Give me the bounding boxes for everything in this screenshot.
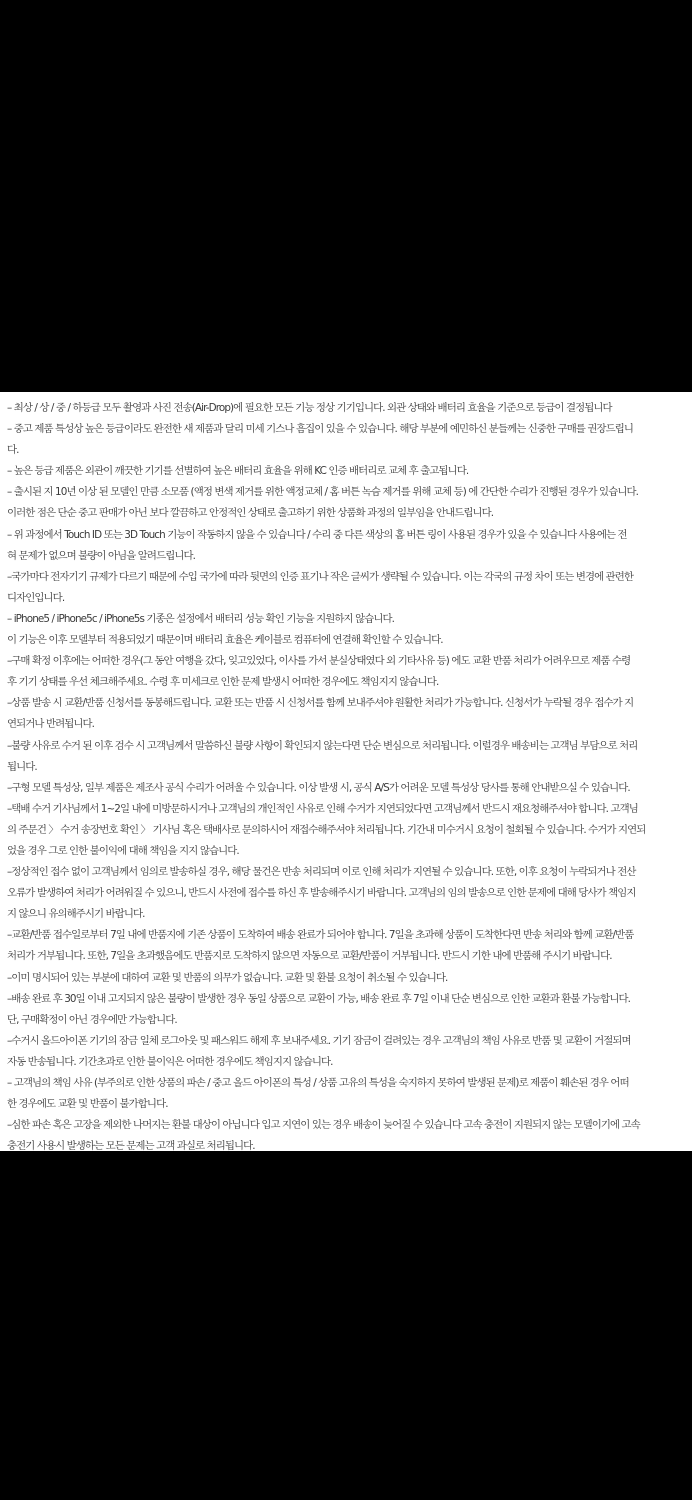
notice-line: 지 않으니 유의해주시기 바랍니다. <box>7 908 145 921</box>
notice-line: 오류가 발생하여 처리가 어려워질 수 있으니, 반드시 사전에 접수를 하신 후 발송해주시기 바랍니다. 고객님의 임의 발송으로 인한 문제에 대해 당사가 책임지 <box>7 887 636 900</box>
notice-line: 한 경우에도 교환 및 반품이 불가합니다. <box>7 1098 168 1111</box>
notice-line: 다. <box>7 444 19 457</box>
notice-line: 후 기기 상태를 우선 체크해주세요. 수령 후 미세크로 인한 문제 발생시 어떠한 경우에도 책임지지 않습니다. <box>7 676 439 689</box>
notice-line: 단, 구매확정이 아닌 경우에만 가능합니다. <box>7 1013 177 1026</box>
notice-line: –불량 사유로 수거 된 이후 검수 시 고객님께서 말씀하신 불량 사항이 확인되지 않는다면 단순 변심으로 처리됩니다. 이럴경우 배송비는 고객님 부담으로 처리 <box>7 739 638 752</box>
notice-line: – 높은 등급 제품은 외관이 깨끗한 기기를 선별하여 높은 배터리 효율을 위해 KC 인증 배터리로 교체 후 출고됩니다. <box>7 465 469 478</box>
notice-line: 충전기 사용시 발생하는 모든 문제는 고객 과실로 처리됩니다. <box>7 1140 255 1151</box>
notice-line: – iPhone5 / iPhone5c / iPhone5s 기종은 설정에서 배터리 성능 확인 기능을 지원하지 않습니다. <box>7 612 395 625</box>
notice-line: –국가마다 전자기기 규제가 다르기 때문에 수입 국가에 따라 뒷면의 인증 표기나 작은 글씨가 생략될 수 있습니다. 이는 각국의 규정 차이 또는 변경에 관련한 <box>7 570 634 583</box>
notice-line: 이 기능은 이후 모델부터 적용되었기 때문이며 배터리 효율은 케이블로 컴퓨터에 연결해 확인할 수 있습니다. <box>7 634 443 647</box>
notice-line: 디자인입니다. <box>7 591 65 604</box>
notice-line: –구형 모델 특성상, 일부 제품은 제조사 공식 수리가 어려울 수 있습니다. 이상 발생 시, 공식 A/S가 어려운 모델 특성상 당사를 통해 안내받으실 수 있습니다. <box>7 781 630 794</box>
notice-line: 연되거나 반려됩니다. <box>7 718 95 731</box>
product-notice-panel[interactable] <box>0 392 692 1151</box>
notice-line: 자동 반송됩니다. 기간초과로 인한 불이익은 어떠한 경우에도 책임지지 않습니다. <box>7 1055 333 1068</box>
notice-line: –상품 발송 시 교환/반품 신청서를 동봉해드립니다. 교환 또는 반품 시 신청서를 함께 보내주셔야 원활한 처리가 가능합니다. 신청서가 누락될 경우 접수가 지 <box>7 697 634 710</box>
notice-line: –이미 명시되어 있는 부분에 대하여 교환 및 반품의 의무가 없습니다. 교환 및 환불 요청이 취소될 수 있습니다. <box>7 971 448 984</box>
notice-line: 혀 문제가 없으며 불량이 아님을 알려드립니다. <box>7 549 196 562</box>
notice-line: –배송 완료 후 30일 이내 고지되지 않은 불량이 발생한 경우 동일 상품으로 교환이 가능, 배송 완료 후 7일 이내 단순 변심으로 인한 교환과 환불 가능합니다. <box>7 992 631 1005</box>
notice-line: –심한 파손 혹은 고장을 제외한 나머지는 환불 대상이 아닙니다 입고 지연이 있는 경우 배송이 늦어질 수 있습니다 고속 충전이 지원되지 않는 모델이기에 고속 <box>7 1119 640 1132</box>
notice-line: –택배 수거 기사님께서 1~2일 내에 미방문하시거나 고객님의 개인적인 사유로 인해 수거가 지연되었다면 고객님께서 반드시 재요청해주셔야 합니다. 고객님 <box>7 802 638 815</box>
notice-line: 었을 경우 그로 인한 불이익에 대해 책임을 지지 않습니다. <box>7 844 239 857</box>
notice-line: 이러한 점은 단순 중고 판매가 아닌 보다 깔끔하고 안정적인 상태로 출고하기 위한 상품화 과정의 일부임을 안내드립니다. <box>7 507 494 520</box>
notice-line: – 최상 / 상 / 중 / 하등급 모두 촬영과 사진 전송(Air-Drop)에 필요한 모든 기능 정상 기기입니다. 외관 상태와 배터리 효율을 기준으로 등급이 결정됩니다 <box>7 402 612 414</box>
notice-line: – 고객님의 책임 사유 (부주의로 인한 상품의 파손 / 중고 올드 아이폰의 특성 / 상품 고유의 특성을 숙지하지 못하여 발생된 문제)로 제품이 훼손된 경우 어떠 <box>7 1077 629 1089</box>
notice-line: –구매 확정 이후에는 어떠한 경우(그 동안 여행을 갔다, 잊고있었다, 이사를 가서 분실상태였다 외 기타사유 등) 에도 교환 반품 처리가 어려우므로 제품 수령 <box>7 655 631 668</box>
notice-line: –수거시 올드아이폰 기기의 잠금 일체 로그아웃 및 패스워드 해제 후 보내주세요. 기기 잠금이 걸려있는 경우 고객님의 책임 사유로 반품 및 교환이 거절되며 <box>7 1034 631 1047</box>
notice-line: 의 주문건 〉 수거 송장번호 확인 〉 기사님 혹은 택배사로 문의하시어 재접수해주셔야 처리됩니다. 기간내 미수거시 요청이 철회될 수 있습니다. 수거가 지연되 <box>7 823 646 836</box>
notice-line: –정상적인 접수 없이 고객님께서 임의로 발송하실 경우, 해당 물건은 반송 처리되며 이로 인해 처리가 지연될 수 있습니다. 또한, 이후 요청이 누락되거나 전산 <box>7 866 636 879</box>
notice-line: – 출시된 지 10년 이상 된 모델인 만큼 소모품 (액정 변색 제거를 위한 액정교체 / 홈 버튼 녹슴 제거를 위해 교체 등) 에 간단한 수리가 진행된 경우가 있습니다. <box>7 486 639 499</box>
notice-line: – 위 과정에서 Touch ID 또는 3D Touch 기능이 작동하지 않을 수 있습니다 / 수리 중 다른 색상의 홈 버튼 링이 사용된 경우가 있을 수 있습니다 사용에는 전 <box>7 528 627 541</box>
notice-line: 됩니다. <box>7 760 37 773</box>
notice-line: –교환/반품 접수일로부터 7일 내에 반품지에 기존 상품이 도착하여 배송 완료가 되어야 합니다. 7일을 초과해 상품이 도착한다면 반송 처리와 함께 교환/반품 <box>7 929 634 942</box>
notice-line: 처리가 거부됩니다. 또한, 7일을 초과했음에도 반품지로 도착하지 않으면 자동으로 교환/반품이 거부됩니다. 반드시 기한 내에 반품해 주시기 바랍니다. <box>7 950 612 963</box>
notice-line: – 중고 제품 특성상 높은 등급이라도 완전한 새 제품과 달리 미세 기스나 흠집이 있을 수 있습니다. 해당 부분에 예민하신 분들께는 신중한 구매를 권장드립니 <box>7 423 634 436</box>
